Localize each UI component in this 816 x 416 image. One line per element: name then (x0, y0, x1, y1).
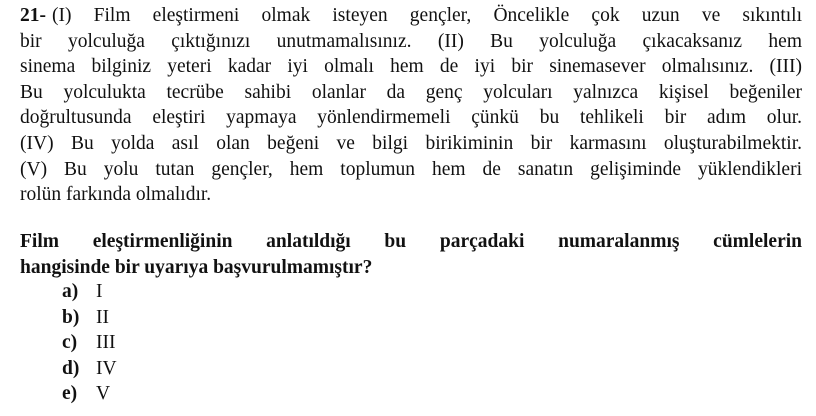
option-text: IV (96, 357, 117, 379)
passage-line-3: sinema bilginiz yeteri kadar iyi olmalı hem de iyi bir sinemasever olmalısınız. (III) (20, 56, 802, 78)
option-b[interactable] (62, 305, 117, 331)
option-text: III (96, 332, 116, 354)
option-e[interactable] (62, 381, 117, 407)
prompt-line-1: Film eleştirmenliğinin anlatıldığı bu parçadaki numaralanmış cümlelerin (20, 231, 802, 252)
option-text: V (96, 383, 111, 405)
option-text: II (96, 306, 109, 328)
option-text: I (96, 281, 103, 302)
passage-line-6: (IV) Bu yolda asıl olan beğeni ve bilgi birikiminin bir karmasını oluşturabilmektir. (20, 132, 802, 154)
option-d[interactable] (62, 356, 117, 382)
passage-line-1-text: (I) Film eleştirmeni olmak isteyen gençler, Öncelikle çok uzun ve sıkıntılı (52, 5, 802, 26)
option-letter: e) (62, 383, 78, 405)
question-passage (20, 3, 802, 208)
passage-line-7: (V) Bu yolu tutan gençler, hem toplumun hem de sanatın gelişiminde yüklendikleri (20, 158, 802, 180)
passage-line-1 (20, 3, 802, 29)
passage-line-4: Bu yolculukta tecrübe sahibi olanlar da genç yolcuları yalnızca kişisel beğeniler (20, 81, 802, 103)
prompt-line-2: hangisinde bir uyarıya başvurulmamıştır? (20, 256, 373, 278)
answer-options (62, 279, 117, 407)
option-letter: c) (62, 332, 78, 354)
option-letter: a) (62, 281, 79, 302)
option-letter: d) (62, 357, 80, 379)
passage-line-8: rolün farkında olmalıdır. (20, 184, 212, 206)
option-a[interactable] (62, 279, 117, 305)
passage-line-5: doğrultusunda eleştiri yapmaya yönlendirmemeli çünkü bu tehlikeli bir adım olur. (20, 107, 802, 129)
option-c[interactable] (62, 330, 117, 356)
passage-line-2: bir yolculuğa çıktığınızı unutmamalısınız. (II) Bu yolculuğa çıkacaksanız hem (20, 30, 802, 52)
option-letter: b) (62, 306, 80, 328)
question-prompt (20, 229, 802, 280)
question-number: 21- (20, 5, 46, 26)
